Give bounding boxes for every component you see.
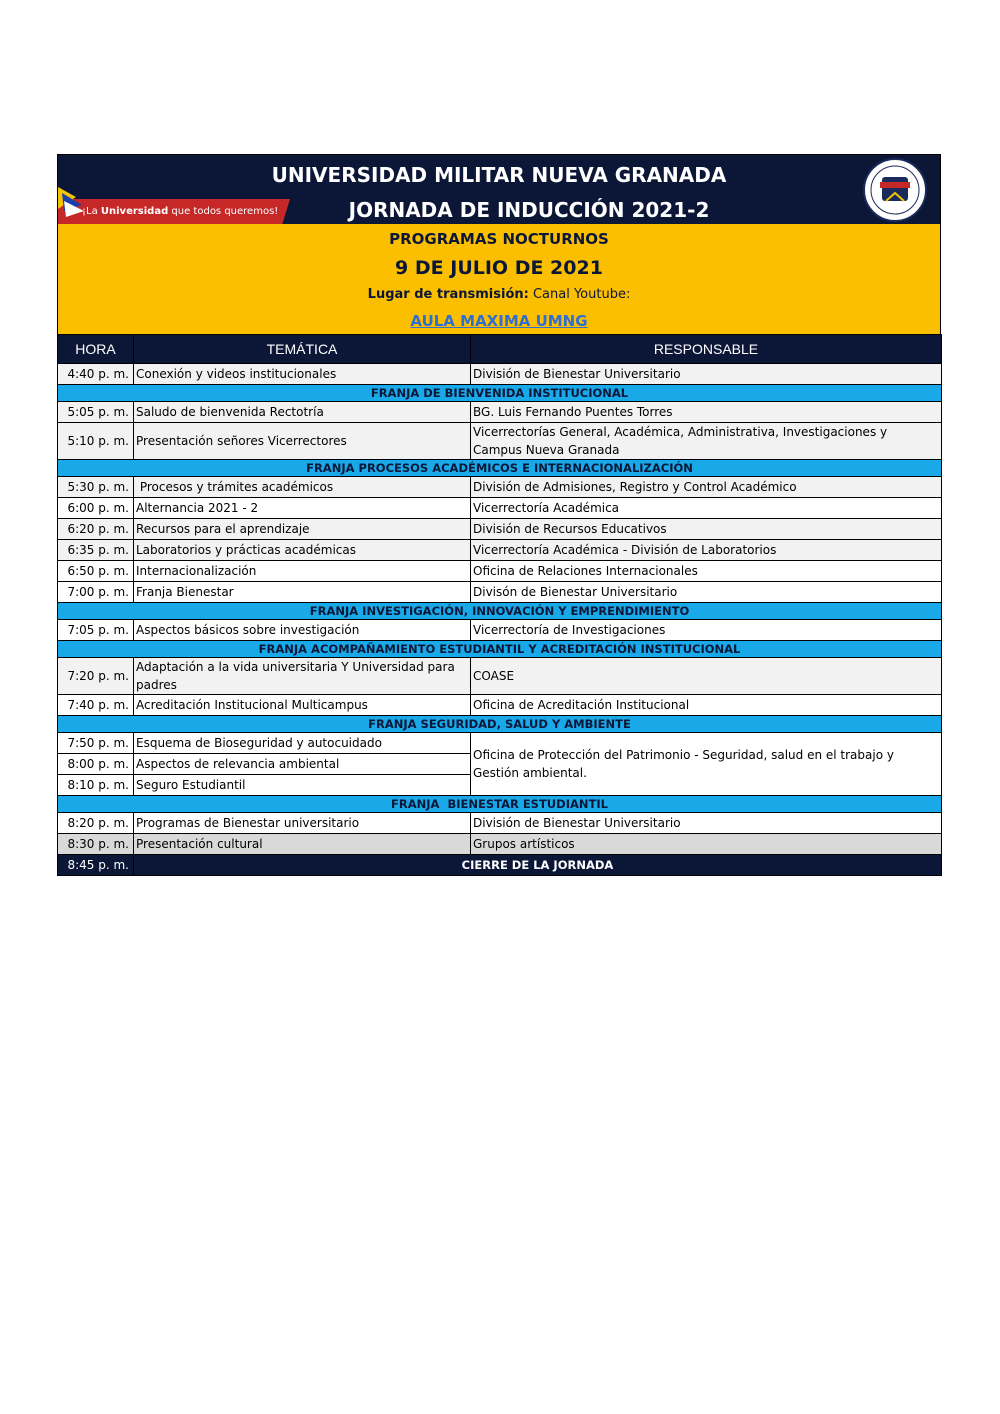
responsible-cell: Vicerrectorías General, Académica, Administrativa, Investigaciones y Campus Nueva Granada xyxy=(471,423,942,460)
topic-cell: Seguro Estudiantil xyxy=(134,775,471,796)
section-title: FRANJA PROCESOS ACADÉMICOS E INTERNACIONALIZACIÓN xyxy=(58,460,942,477)
time-cell: 7:40 p. m. xyxy=(58,695,134,716)
schedule-table xyxy=(57,334,942,876)
col-tematica: TEMÁTICA xyxy=(134,335,471,364)
time-cell: 6:35 p. m. xyxy=(58,540,134,561)
schedule-sheet xyxy=(57,154,941,876)
closing-label: CIERRE DE LA JORNADA xyxy=(134,855,942,876)
topic-cell: Procesos y trámites académicos xyxy=(134,477,471,498)
broadcast-link-wrap xyxy=(58,312,940,330)
section-title: FRANJA ACOMPAÑAMIENTO ESTUDIANTIL Y ACREDITACIÓN INSTITUCIONAL xyxy=(58,641,942,658)
topic-cell: Esquema de Bioseguridad y autocuidado xyxy=(134,733,471,754)
responsible-cell: BG. Luis Fernando Puentes Torres xyxy=(471,402,942,423)
section-band xyxy=(58,796,942,813)
col-hora: HORA xyxy=(58,335,134,364)
topic-cell: Recursos para el aprendizaje xyxy=(134,519,471,540)
table-row xyxy=(58,540,942,561)
topic-cell: Presentación señores Vicerrectores xyxy=(134,423,471,460)
topic-cell: Franja Bienestar xyxy=(134,582,471,603)
table-row xyxy=(58,364,942,385)
responsible-cell: Vicerrectoría Académica xyxy=(471,498,942,519)
responsible-cell: Grupos artísticos xyxy=(471,834,942,855)
time-cell: 6:50 p. m. xyxy=(58,561,134,582)
topic-cell: Acreditación Institucional Multicampus xyxy=(134,695,471,716)
responsible-cell: COASE xyxy=(471,658,942,695)
time-cell: 6:20 p. m. xyxy=(58,519,134,540)
time-cell: 5:05 p. m. xyxy=(58,402,134,423)
responsible-cell: Divisón de Bienestar Universitario xyxy=(471,582,942,603)
responsible-cell: División de Bienestar Universitario xyxy=(471,364,942,385)
time-cell: 8:20 p. m. xyxy=(58,813,134,834)
responsible-cell: División de Recursos Educativos xyxy=(471,519,942,540)
topic-cell: Saludo de bienvenida Rectotría xyxy=(134,402,471,423)
table-row xyxy=(58,402,942,423)
topic-cell: Aspectos básicos sobre investigación xyxy=(134,620,471,641)
event-title: JORNADA DE INDUCCIÓN 2021-2 xyxy=(348,198,710,222)
university-seal-icon xyxy=(860,157,930,223)
col-responsable: RESPONSABLE xyxy=(471,335,942,364)
time-cell: 6:00 p. m. xyxy=(58,498,134,519)
section-title: FRANJA INVESTIGACIÓN, INNOVACIÓN Y EMPRENDIMIENTO xyxy=(58,603,942,620)
topic-cell: Internacionalización xyxy=(134,561,471,582)
time-cell: 7:50 p. m. xyxy=(58,733,134,754)
table-row xyxy=(58,498,942,519)
table-row xyxy=(58,834,942,855)
section-band xyxy=(58,603,942,620)
section-title: FRANJA SEGURIDAD, SALUD Y AMBIENTE xyxy=(58,716,942,733)
table-row xyxy=(58,620,942,641)
responsible-cell: Oficina de Relaciones Internacionales xyxy=(471,561,942,582)
time-cell: 8:00 p. m. xyxy=(58,754,134,775)
topic-cell: Aspectos de relevancia ambiental xyxy=(134,754,471,775)
time-cell: 7:20 p. m. xyxy=(58,658,134,695)
section-title: FRANJA BIENESTAR ESTUDIANTIL xyxy=(58,796,942,813)
table-row xyxy=(58,582,942,603)
table-row xyxy=(58,695,942,716)
time-cell: 5:10 p. m. xyxy=(58,423,134,460)
time-cell: 7:00 p. m. xyxy=(58,582,134,603)
time-cell: 5:30 p. m. xyxy=(58,477,134,498)
table-row xyxy=(58,733,942,754)
slogan-text: ¡La Universidad que todos queremos! xyxy=(82,206,279,217)
responsible-cell: Vicerrectoría de Investigaciones xyxy=(471,620,942,641)
section-band xyxy=(58,641,942,658)
table-row xyxy=(58,477,942,498)
section-title: FRANJA DE BIENVENIDA INSTITUCIONAL xyxy=(58,385,942,402)
column-header-row xyxy=(58,335,942,364)
topic-cell: Laboratorios y prácticas académicas xyxy=(134,540,471,561)
aula-maxima-link[interactable]: AULA MAXIMA UMNG xyxy=(410,312,588,330)
topic-cell: Adaptación a la vida universitaria Y Universidad para padres xyxy=(134,658,471,695)
event-date: 9 DE JULIO DE 2021 xyxy=(395,257,603,279)
time-cell: 8:45 p. m. xyxy=(58,855,134,876)
table-row xyxy=(58,423,942,460)
section-band xyxy=(58,716,942,733)
table-row xyxy=(58,658,942,695)
section-band xyxy=(58,385,942,402)
broadcast-place: Lugar de transmisión: Canal Youtube: xyxy=(367,287,631,302)
time-cell: 8:30 p. m. xyxy=(58,834,134,855)
responsible-cell: División de Bienestar Universitario xyxy=(471,813,942,834)
table-row xyxy=(58,561,942,582)
responsible-cell: Oficina de Acreditación Institucional xyxy=(471,695,942,716)
header-band xyxy=(57,154,941,224)
time-cell: 7:05 p. m. xyxy=(58,620,134,641)
time-cell: 4:40 p. m. xyxy=(58,364,134,385)
info-band xyxy=(57,224,941,334)
responsible-cell: Vicerrectoría Académica - División de Laboratorios xyxy=(471,540,942,561)
time-cell: 8:10 p. m. xyxy=(58,775,134,796)
topic-cell: Programas de Bienestar universitario xyxy=(134,813,471,834)
responsible-cell: Oficina de Protección del Patrimonio - Seguridad, salud en el trabajo y Gestión ambiental. xyxy=(471,733,942,796)
table-row xyxy=(58,519,942,540)
university-title: UNIVERSIDAD MILITAR NUEVA GRANADA xyxy=(271,163,727,187)
section-band xyxy=(58,460,942,477)
table-row xyxy=(58,813,942,834)
responsible-cell: División de Admisiones, Registro y Control Académico xyxy=(471,477,942,498)
topic-cell: Conexión y videos institucionales xyxy=(134,364,471,385)
program-label: PROGRAMAS NOCTURNOS xyxy=(389,230,609,248)
topic-cell: Alternancia 2021 - 2 xyxy=(134,498,471,519)
closing-row xyxy=(58,855,942,876)
topic-cell: Presentación cultural xyxy=(134,834,471,855)
